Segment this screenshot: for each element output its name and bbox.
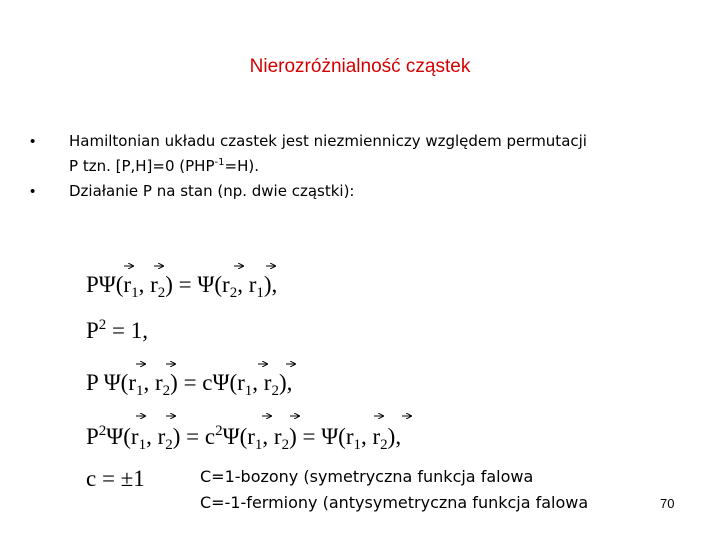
page-number: 70 xyxy=(660,496,675,511)
c-value-text: c = ±1 xyxy=(86,466,145,491)
equation-eigenvalue xyxy=(86,364,296,399)
svg-text:P2Ψ(r1, r2) = c2Ψ(r1, r2) = Ψ(: $P^2\Psi(r_1$, $r_2) = c^2\Psi(r_1$, $r_2) = \Psi(r_1$, $r_2$), xyxy=(86,423,402,453)
bullet-item xyxy=(30,181,690,202)
notes-block xyxy=(200,464,588,516)
equation-double-permutation xyxy=(86,416,412,453)
svg-text:P2 = 1,: $P^2 = 1$, xyxy=(86,317,149,343)
bullet-list xyxy=(30,131,690,202)
bullet-text xyxy=(69,131,690,177)
note-bosons: C=1-bozony (symetryczna funkcja falowa xyxy=(200,467,534,486)
bullet-item xyxy=(30,131,690,177)
formula-svg xyxy=(86,252,506,492)
equation-permutation xyxy=(86,266,277,301)
bullet-marker: • xyxy=(30,183,36,200)
equation-c-value xyxy=(86,466,145,491)
equation-square xyxy=(86,317,148,343)
svg-text:P Ψ(r1, r2) = cΨ(r1, r2),: P $\Psi(r_1$, $r_2) = c\Psi(r_1$, $r_2$), xyxy=(86,370,293,399)
bullet-line: P tzn. [P,H]=0 $(PHP^{-1}=H)$. xyxy=(69,157,259,175)
bullet-line: Hamiltonian układu czastek jest niezmienniczy względem permutacji xyxy=(69,132,587,150)
svg-text:PΨ(r1, r2) = Ψ(r2, r1),: $P\Psi(r_1$, $r_2) = \Psi(r_2$, $r_1$), xyxy=(86,272,278,301)
bullet-text xyxy=(69,181,690,202)
bullet-line: Działanie P na stan (np. dwie cząstki): xyxy=(69,182,355,200)
slide-title: Nierozróżnialność cząstek xyxy=(249,56,471,77)
note-fermions: C=-1-fermiony (antysymetryczna funkcja falowa xyxy=(200,493,589,512)
bullet-marker: • xyxy=(30,133,36,150)
formula-block xyxy=(86,252,506,492)
